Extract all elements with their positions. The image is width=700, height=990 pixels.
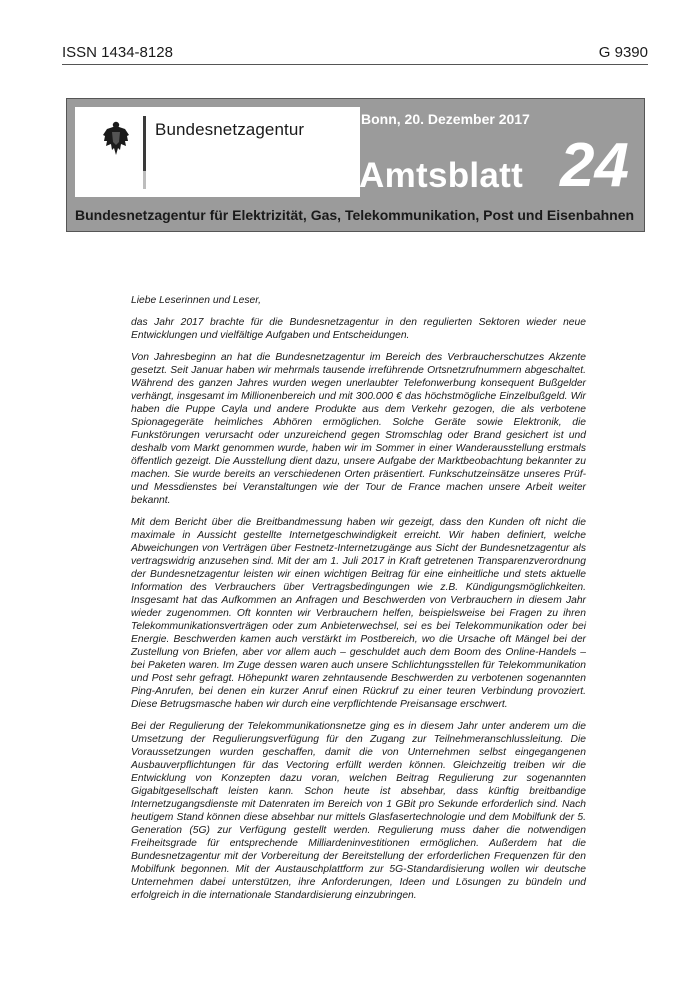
logo-flag-bar-light: [143, 171, 146, 189]
letter-paragraph: Bei der Regulierung der Telekommunikationsnetze ging es in diesem Jahr unter anderem um die Umsetzung der Regulierungsverfügung für den Zugang zur Teilnehmeranschlussleitung. Die Voraussetzungen wurden geschaffen, damit die von Unternehmen selbst eingegangenen Ausbauverpflichtungen für das Vectoring erfüllt werden können. Gleichzeitig treiben wir die Entwicklung von Konzepten dazu voran, welchen Beitrag Regulierung zur sogenannten Gigabitgesellschaft leisten kann. Schon heute ist absehbar, dass künftig breitbandige Internetzugangsdienste mit Datenraten im Bereich von 1 GBit pro Sekunde erforderlich sind. Nach heutigem Stand können diese absehbar nur mittels Glasfasertechnologie und dem Mobilfunk der 5. Generation (5G) zur Verfügung gestellt werden. Regulierung muss daher die notwendigen Freiheitsgrade für entsprechende Milliardeninvestitionen ermöglichen. Außerdem hat die Bundesnetzagentur mit der Vorbereitung der Bereitstellung der erforderlichen Frequenzen für den Mobilfunk begonnen. Mit der Austauschplattform zur 5G-Standardisierung wollen wir deutsche Unternehmen dabei unterstützen, ihre Anforderungen, Ideen und Lösungen zu bündeln und erfolgreich in die internationale Standardisierung einzubringen.: [131, 721, 586, 901]
publication-title: Amtsblatt: [359, 156, 524, 195]
editorial-letter: [131, 294, 586, 911]
issue-date: Bonn, 20. Dezember 2017: [361, 111, 530, 127]
letter-paragraph: Mit dem Bericht über die Breitbandmessung haben wir gezeigt, dass den Kunden oft nicht die maximale in Aussicht gestellte Internetgeschwindigkeit erreicht. Wir haben definiert, welche Abweichungen von Verträgen über Festnetz-Internetzugänge aus Sicht der Bundesnetzagentur als vertragswidrig anzusehen sind. Mit der am 1. Juli 2017 in Kraft getretenen Transparenzverordnung der Bundesnetzagentur leisten wir einen wichtigen Beitrag für eine einheitliche und stets aktuelle Information des Verbrauchers über Vertragsbedingungen wie z.B. Kündigungsmöglichkeiten. Insgesamt hat das Aufkommen an Anfragen und Beschwerden von Verbrauchern in diesem Jahr wieder zugenommen. Oft konnten wir Verbrauchern helfen, beispielsweise bei Fragen zu ihren Telekommunikationsverträgen oder zum Anbieterwechsel, sei es bei Telekommunikation oder bei Energie. Beschwerden kamen auch verstärkt im Postbereich, wo die Ursache oft Mängel bei der Zustellung von Briefen, aber vor allem auch – geschuldet auch dem Boom des Online-Handels – bei Paketen waren. Im Zuge dessen waren auch unsere Schlichtungsstellen für Telekommunikation und Post sehr gefragt. Höhepunkt waren zehntausende Beschwerden zu verbotenen sogenannten Ping-Anrufen, bei denen ein kurzer Anruf einen Rückruf zu einer teuren Verbindung provoziert. Diese Betrugsmasche haben wir durch eine verpflichtende Preisansage erschwert.: [131, 517, 586, 710]
issn-number: ISSN 1434-8128: [62, 44, 173, 61]
letter-greeting: Liebe Leserinnen und Leser,: [131, 295, 261, 306]
logo-text: Bundesnetzagentur: [155, 120, 305, 139]
letter-paragraph: Von Jahresbeginn an hat die Bundesnetzagentur im Bereich des Verbraucherschutzes Akzente gesetzt. Seit Januar haben wir mehrmals tausende irreführende Ortsnetzrufnummern abgeschaltet. Während des ganzen Jahres wurden wegen unerlaubter Telefonwerbung konsequent Bußgelder verhängt, insgesamt im Millionenbereich und mit 300.000 € das höchstmögliche Einzelbußgeld. Wir haben die Puppe Cayla und andere Produkte aus dem Verkehr gezogen, die als verbotene Spionagegeräte heimliches Abhören ermöglichen. Solche Geräte sowie Elektronik, die Funkstörungen verursacht oder unzureichend gegen Stromschlag oder Brand gesichert ist und deshalb vom Markt genommen wurde, haben wir im Sommer in einer Wanderausstellung erstmals öffentlich gezeigt. Die Ausstellung dient dazu, unsere Aufgabe der Marktbeobachtung bekannter zu machen. Sie wurde bereits an verschiedenen Orten präsentiert. Funkschutzeinsätze unseres Prüf- und Messdienstes bei Veranstaltungen wie der Tour de France machen unsere Arbeit weiter bekannt.: [131, 352, 586, 506]
g-number: G 9390: [598, 44, 648, 61]
agency-logo: [75, 107, 360, 197]
title-banner: [66, 98, 645, 232]
issue-number: 24: [560, 131, 629, 200]
publication-subtitle: Bundesnetzagentur für Elektrizität, Gas, Telekommunikation, Post und Eisenbahnen: [75, 207, 635, 223]
federal-eagle-icon: [102, 120, 130, 156]
header-divider: [62, 64, 648, 65]
letter-paragraph: das Jahr 2017 brachte für die Bundesnetzagentur in den regulierten Sektoren wieder neue Entwicklungen und vielfältige Aufgaben und Entscheidungen.: [131, 317, 586, 341]
